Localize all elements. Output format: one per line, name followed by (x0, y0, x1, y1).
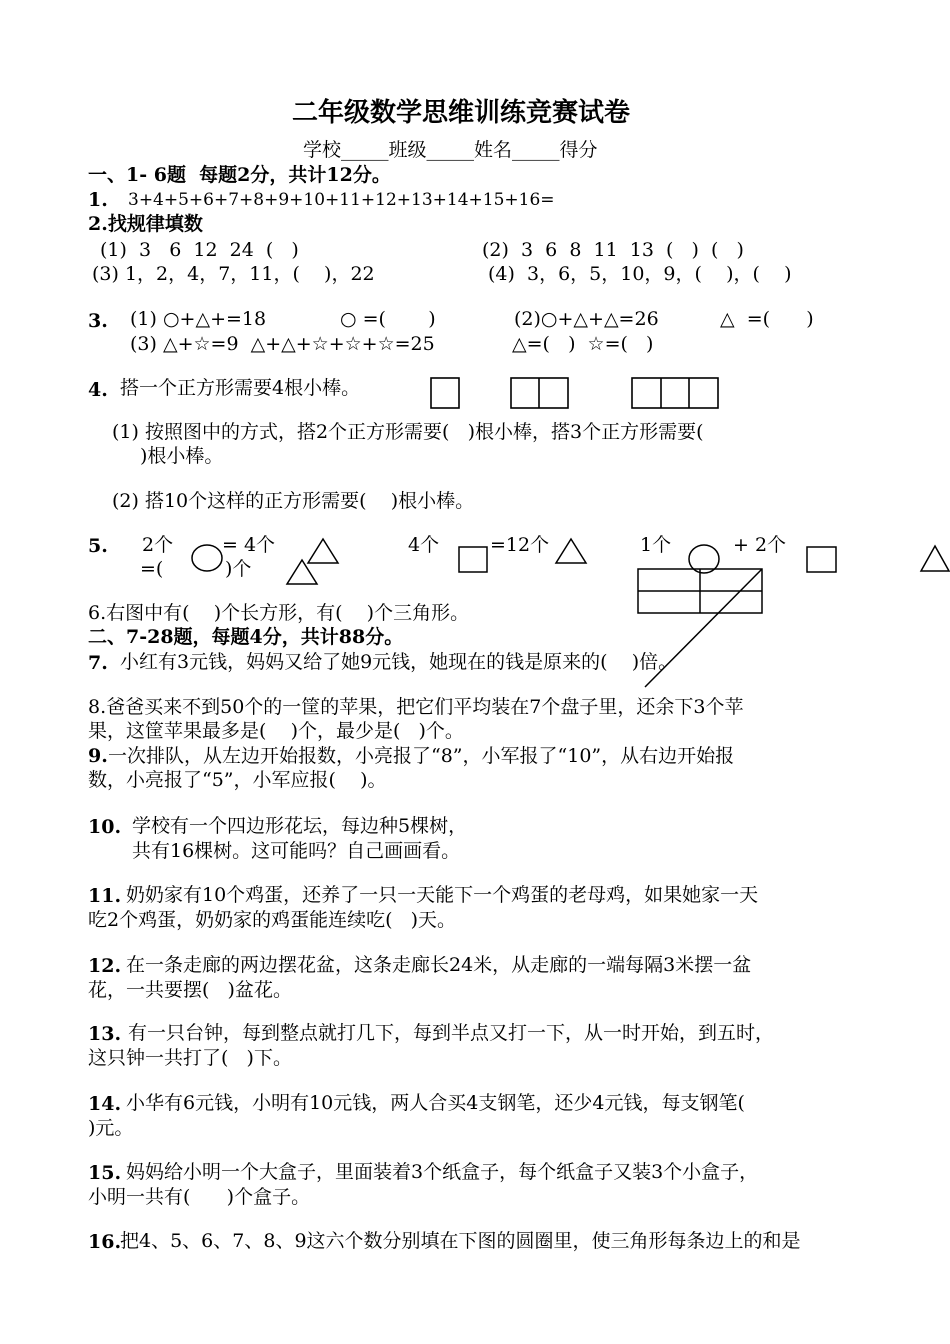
q1-expression: 3+4+5+6+7+8+9+10+11+12+13+14+15+16= (128, 190, 555, 210)
q12-line2: 花，一共要摆( )盆花。 (88, 979, 292, 1001)
q2-part1: (1) 3 6 12 24 ( ) (100, 239, 299, 261)
q4-part2: (2) 搭10个这样的正方形需要( )根小棒。 (112, 490, 475, 512)
q5-triangle-shape-c (554, 536, 590, 566)
q4-three-squares (632, 378, 718, 408)
q3-line2-part1: (3) △+☆=9 △+△+☆+☆+☆=25 (130, 333, 435, 355)
q14-line1: 小华有6元钱，小明有10元钱，两人合买4支钢笔，还少4元钱，每支钢笔( (126, 1092, 745, 1114)
q10-number: 10. (88, 816, 122, 838)
q2-part4: (4) 3，6，5，10，9，( )，( ) (488, 263, 792, 285)
q4-part1-line1: (1) 按照图中的方式，搭2个正方形需要( )根小棒，搭3个正方形需要( (112, 421, 704, 443)
q10-line1: 学校有一个四边形花坛，每边种5棵树， (132, 815, 468, 837)
q2-part3: (3) 1，2，4，7，11，( )，22 (92, 263, 375, 285)
q4-one-square (431, 378, 459, 408)
q4-number: 4. (88, 379, 108, 401)
q5-triangle-shape-d (918, 543, 950, 573)
q8-line2: 果，这筐苹果最多是( )个，最少是( )个。 (88, 720, 464, 742)
q11-line1: 奶奶家有10个鸡蛋，还养了一只一天能下一个鸡蛋的老母鸡，如果她家一天 (126, 884, 759, 906)
q13-line2: 这只钟一共打了( )下。 (88, 1047, 292, 1069)
q3-line1-part1: (1) ○+△+=18 (130, 308, 267, 330)
q5-triangle-shape-b (284, 558, 320, 586)
q15-line1: 妈妈给小明一个大盒子，里面装着3个纸盒子，每个纸盒子又装3个小盒子， (126, 1161, 759, 1183)
q5-square-shape-b (456, 544, 492, 574)
q5-a-answer-close: )个 (225, 558, 252, 580)
q5-b-equals: =12个 (490, 534, 550, 556)
q5-b-count: 4个 (408, 534, 440, 556)
q12-line1: 在一条走廊的两边摆花盆，这条走廊长24米，从走廊的一端每隔3米摆一盆 (126, 954, 752, 976)
q6-text: 6.右图中有( )个长方形，有( )个三角形。 (88, 602, 470, 624)
q7-number: 7. (88, 652, 108, 674)
q13-line1: 有一只台钟，每到整点就打几下，每到半点又打一下，从一时开始，到五时， (122, 1022, 775, 1044)
q7-text: 小红有3元钱，妈妈又给了她9元钱，她现在的钱是原来的( )倍。 (120, 651, 678, 673)
q15-number: 15. (88, 1162, 122, 1184)
q8-line1: 8.爸爸买来不到50个的一筐的苹果，把它们平均装在7个盘子里，还余下3个苹 (88, 696, 744, 718)
q5-square-shape-c (804, 544, 840, 574)
q9-number: 9. (88, 745, 108, 767)
q15-line2: 小明一共有( )个盒子。 (88, 1186, 311, 1208)
q3-number: 3. (88, 310, 108, 332)
q5-c-count: 1个 (640, 534, 672, 556)
q2-heading: 2.找规律填数 (88, 213, 203, 235)
q10-line2: 共有16棵树。这可能吗？自己画画看。 (132, 840, 461, 862)
q3-line1-part4: △ =( ) (720, 308, 814, 330)
q9-line1: 一次排队，从左边开始报数，小亮报了“8”，小军报了“10”，从右边开始报 (108, 745, 735, 767)
q5-circle-shape (190, 544, 226, 574)
q5-a-answer-open: =( (140, 558, 164, 580)
q2-part2: (2) 3 6 8 11 13 ( ) ( ) (482, 239, 744, 261)
q9-line2: 数，小亮报了“5”，小军应报( )。 (88, 769, 387, 791)
q1-number: 1. (88, 189, 108, 211)
q4-part1-line2: )根小棒。 (140, 445, 224, 467)
q16-number: 16. (88, 1231, 122, 1253)
q12-number: 12. (88, 955, 122, 977)
page-title: 二年级数学思维训练竞赛试卷 (292, 98, 631, 128)
q13-number: 13. (88, 1023, 122, 1045)
q11-number: 11. (88, 885, 122, 907)
q14-line2: )元。 (88, 1117, 134, 1139)
q3-line2-part2: △=( ) ☆=( ) (512, 333, 654, 355)
q5-a-equals: = 4个 (222, 534, 276, 556)
q5-a-count: 2个 (142, 534, 174, 556)
q16-line1: 把4、5、6、7、8、9这六个数分别填在下图的圆圈里，使三角形每条边上的和是 (120, 1230, 801, 1252)
q5-number: 5. (88, 535, 108, 557)
q3-line1-part3: (2)○+△+△=26 (514, 308, 659, 330)
section1-heading: 一、1- 6题 每题2分，共计12分。 (88, 164, 391, 186)
q14-number: 14. (88, 1093, 122, 1115)
q11-line2: 吃2个鸡蛋，奶奶家的鸡蛋能连续吃( )天。 (88, 909, 457, 931)
q3-line1-part2: ○ =( ) (340, 308, 436, 330)
q4-text: 搭一个正方形需要4根小棒。 (120, 377, 361, 399)
q5-c-plus: + 2个 (733, 534, 787, 556)
q4-square-stick-figures (428, 375, 723, 411)
student-info-line: 学校_____班级_____姓名_____得分 (303, 139, 598, 161)
section2-heading: 二、7-28题，每题4分，共计88分。 (88, 626, 404, 648)
